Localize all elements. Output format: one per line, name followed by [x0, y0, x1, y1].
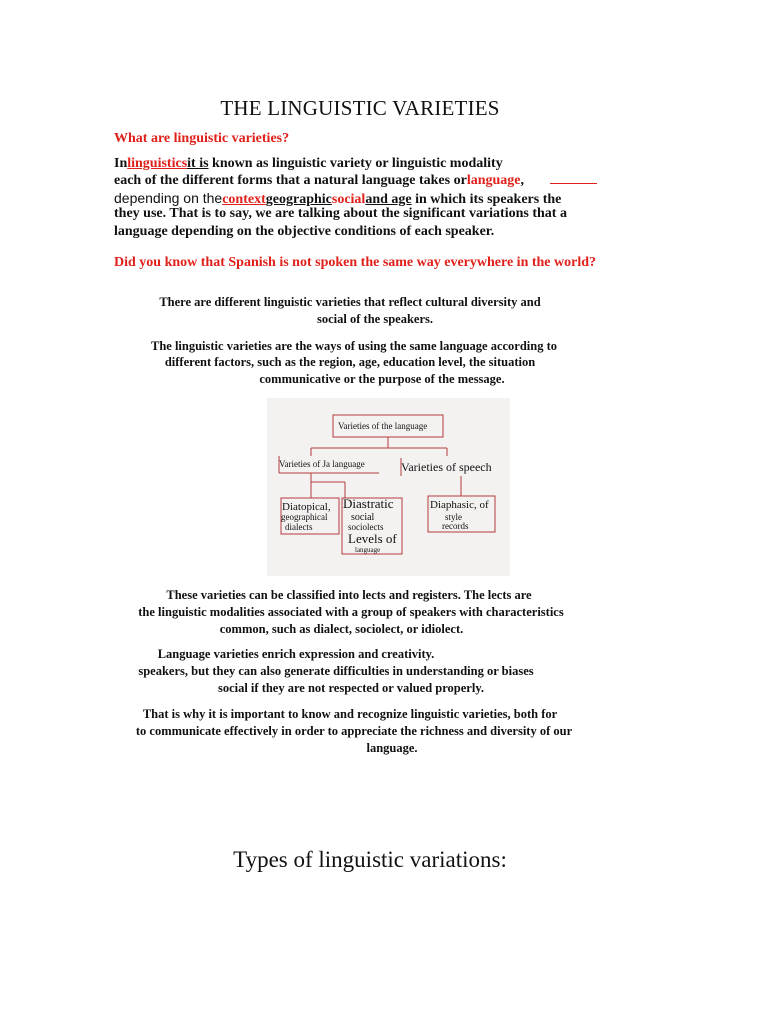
leaf2-line5: language	[355, 546, 381, 554]
left-branch-label: Varieties of Ja language	[279, 459, 365, 469]
paragraph-2-line-2: social of the speakers.	[317, 312, 433, 326]
paragraph-4-line-1: These varieties can be classified into lects and registers. The lects are	[166, 588, 532, 602]
leaf1-line1: Diatopical,	[282, 501, 331, 513]
right-branch-label: Varieties of speech	[401, 460, 492, 474]
text: In	[114, 156, 128, 171]
leaf2-line3: sociolects	[348, 522, 384, 532]
paragraph-6-line-2: to communicate effectively in order to appreciate the richness and diversity of our	[135, 724, 573, 738]
blank-underline	[550, 173, 597, 184]
paragraph-5-line-1: Language varieties enrich expression and creativity.	[157, 647, 435, 661]
leaf3-line3: records	[442, 521, 469, 531]
leaf2-line1: Diastratic	[343, 496, 394, 511]
text-underlined: geographic	[265, 192, 332, 207]
paragraph-1-line-4: they use. That is to say, we are talking about the significant variations that a	[114, 206, 567, 221]
varieties-diagram	[267, 398, 510, 576]
text: ,	[520, 173, 524, 188]
text: in which its speakers the	[411, 192, 562, 207]
leaf1-line3: dialects	[285, 522, 313, 532]
paragraph-4-line-3: common, such as dialect, sociolect, or idiolect.	[219, 622, 464, 636]
text-underlined: it is	[187, 156, 209, 171]
text: known as linguistic variety or linguistic modality	[208, 156, 503, 171]
paragraph-1-line-5: language depending on the objective conditions of each speaker.	[114, 224, 495, 239]
paragraph-3-line-3: communicative or the purpose of the message.	[259, 372, 505, 386]
diagram-svg	[267, 398, 510, 576]
paragraph-5-line-2: speakers, but they can also generate difficulties in understanding or biases	[138, 664, 534, 678]
question-heading-2: Did you know that Spanish is not spoken the same way everywhere in the world?	[114, 255, 597, 270]
leaf2-line2: social	[351, 512, 375, 523]
link-linguistics[interactable]: linguistics	[127, 156, 188, 171]
link-social[interactable]: social	[331, 192, 366, 207]
root-label: Varieties of the language	[338, 421, 428, 431]
leaf3-line2: style	[445, 512, 462, 522]
link-context[interactable]: context	[222, 192, 266, 207]
paragraph-2-line-1: There are different linguistic varieties that reflect cultural diversity and	[159, 295, 541, 309]
paragraph-5-line-3: social if they are not respected or valued properly.	[217, 681, 485, 695]
document-title: THE LINGUISTIC VARIETIES	[220, 96, 500, 120]
text: depending on the	[114, 190, 223, 206]
leaf2-line4: Levels of	[348, 531, 397, 546]
paragraph-1-line-1	[114, 156, 503, 172]
paragraph-1-line-2	[114, 173, 597, 189]
paragraph-3-line-1: The linguistic varieties are the ways of using the same language according to	[151, 339, 557, 353]
link-language[interactable]: language	[466, 173, 521, 188]
leaf3-line1: Diaphasic, of	[430, 499, 489, 511]
paragraph-3-line-2: different factors, such as the region, age, education level, the situation	[164, 355, 536, 369]
text: each of the different forms that a natural language takes or	[114, 173, 467, 188]
paragraph-6-line-1: That is why it is important to know and recognize linguistic varieties, both for	[142, 707, 558, 721]
paragraph-4-line-2: the linguistic modalities associated with a group of speakers with characteristics	[138, 605, 564, 619]
leaf1-line2: geographical	[281, 512, 328, 522]
paragraph-6-line-3: language.	[366, 741, 418, 755]
types-heading: Types of linguistic variations:	[233, 847, 507, 872]
text-underlined: and age	[365, 192, 412, 207]
question-heading-1: What are linguistic varieties?	[114, 131, 290, 146]
